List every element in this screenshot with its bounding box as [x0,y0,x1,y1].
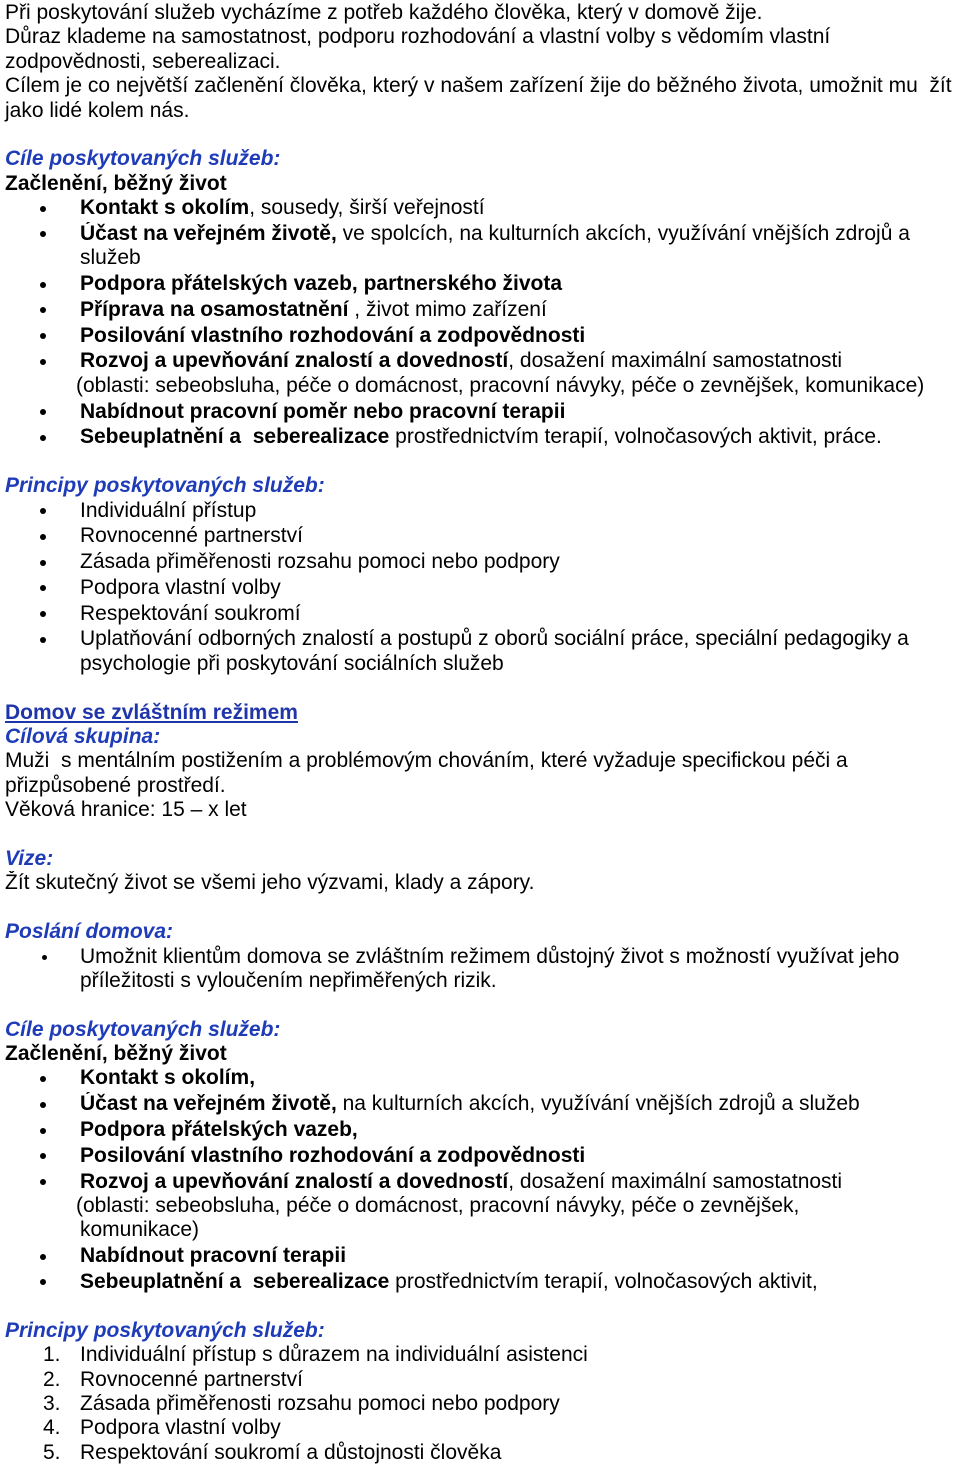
bullet-icon [40,206,46,212]
home-principles-list [0,1343,960,1465]
list-item [0,1441,960,1465]
list-item [0,602,960,626]
item-line [80,627,960,651]
item-text: Umožnit klientům domova se zvláštním režimem důstojný život s možností využívat jeho [80,944,900,968]
age-limit: Věková hranice: 15 – x let [5,798,247,822]
item-line [80,272,960,296]
blank-line [0,896,960,920]
item-text: , život mimo zařízení [348,297,547,321]
item-bold-text: Sebeuplatnění a seberealizace [80,425,390,449]
item-number: 3. [43,1391,61,1415]
item-line [80,1092,960,1116]
bullet-icon [40,359,46,365]
goals-list [0,196,960,450]
item-note-text: komunikace) [80,1218,200,1242]
item-bold-text: Účast na veřejném životě, [80,221,337,245]
vision-heading: Vize: [5,846,54,870]
item-line [80,1244,960,1268]
list-item [0,1244,960,1268]
item-text: prostřednictvím terapií, volnočasových aktivit, práce. [389,425,882,449]
item-text: psychologie při poskytování sociálních služeb [80,651,504,675]
item-line [80,1170,960,1194]
item-text: Zásada přiměřenosti rozsahu pomoci nebo podpory [80,550,560,574]
bullet-icon [40,1102,46,1108]
item-text: , dosažení maximální samostatnosti [508,349,843,373]
item-line [80,222,960,246]
target-group-line: Muži s mentálním postižením a problémovým chováním, které vyžaduje specifickou péči a [5,749,848,773]
vision-text: Žít skutečný život se všemi jeho výzvami, klady a zápory. [5,871,535,895]
blank-line [0,123,960,147]
list-item [0,524,960,548]
item-note-text: (oblasti: sebeobsluha, péče o domácnost, pracovní návyky, péče o zevnějšek, komunikace) [76,373,925,397]
item-line [80,1270,960,1294]
item-text: Podpora vlastní volby [80,1416,281,1440]
item-note [76,1194,960,1218]
item-line [80,298,960,322]
item-text: Individuální přístup [80,498,257,522]
item-bold-text: Rozvoj a upevňování znalostí a dovedností [80,349,509,373]
bullet-icon [40,1128,46,1134]
list-item [0,1270,960,1294]
item-text: Zásada přiměřenosti rozsahu pomoci nebo podpory [80,1391,560,1415]
bullet-icon [40,333,46,339]
principles-list [0,499,960,677]
list-item [0,499,960,523]
item-line [80,1066,960,1090]
list-item [0,1392,960,1416]
mission-heading: Poslání domova: [5,920,174,944]
list-item [0,1416,960,1440]
item-line [80,349,960,373]
item-text: Respektování soukromí [80,601,301,625]
item-text: Rovnocenné partnerství [80,524,303,548]
blank-line [0,450,960,474]
item-line [80,945,960,969]
item-line [80,550,960,574]
list-item [0,576,960,600]
target-group-heading: Cílová skupina: [5,725,161,749]
list-item [0,1368,960,1392]
item-bold-text: Sebeuplatnění a seberealizace [80,1269,390,1293]
item-bold-text: Posilování vlastního rozhodování a zodpovědnosti [80,323,586,347]
item-note-continued [80,1218,960,1242]
list-item [0,349,960,398]
item-line [80,1441,960,1465]
bullet-icon [40,1076,46,1082]
item-line [80,425,960,449]
item-text: Uplatňování odborných znalostí a postupů z oborů sociální práce, speciální pedagogiky a [80,627,909,651]
item-text: , dosažení maximální samostatnosti [508,1169,843,1193]
list-item [0,1092,960,1116]
intro-line: Důraz klademe na samostatnost, podporu rozhodování a vlastní volby s vědomím vlastní [5,25,831,49]
mission-list [0,945,960,994]
item-line [80,400,960,424]
list-item [0,298,960,322]
item-bold-text: Nabídnout pracovní poměr nebo pracovní terapii [80,399,566,423]
item-line [80,1343,960,1367]
item-line [80,1118,960,1142]
bullet-icon [40,282,46,288]
item-text: příležitosti s vyloučením nepřiměřených rizik. [80,968,497,992]
item-note-text: (oblasti: sebeobsluha, péče o domácnost, pracovní návyky, péče o zevnějšek, [76,1194,800,1217]
goals-heading: Cíle poskytovaných služeb: [5,147,281,171]
home-principles-heading: Principy poskytovaných služeb: [5,1318,325,1342]
list-item [0,550,960,574]
intro-line: Při poskytování služeb vycházíme z potřeb každého člověka, který v domově žije. [5,1,763,24]
item-text: služeb [80,246,141,270]
list-item [0,400,960,424]
intro-line: jako lidé kolem nás. [5,98,190,122]
item-number: 5. [43,1440,61,1464]
goals-subheading: Začlenění, běžný život [5,171,227,195]
bullet-icon [40,435,46,441]
item-text: Respektování soukromí a důstojnosti člověka [80,1440,502,1464]
item-line [80,499,960,523]
item-line-continued [80,969,960,993]
item-number: 2. [43,1367,61,1391]
target-group-line: přizpůsobené prostředí. [5,773,226,797]
item-line [80,576,960,600]
item-note [76,374,960,398]
item-bold-text: Posilování vlastního rozhodování a zodpovědnosti [80,1143,586,1167]
item-line [80,324,960,348]
list-item [0,1144,960,1168]
item-number: 1. [43,1343,61,1367]
list-item [0,196,960,220]
item-bold-text: Podpora přátelských vazeb, [80,1118,358,1142]
blank-line [0,676,960,700]
item-bold-text: Příprava na osamostatnění [80,297,349,321]
item-text: na kulturních akcích, využívání vnějších zdrojů a služeb [336,1092,860,1116]
list-item [0,945,960,994]
special-home-title: Domov se zvláštním režimem [5,700,298,724]
item-text: Individuální přístup s důrazem na individuální asistenci [80,1343,588,1367]
list-item [0,425,960,449]
item-bold-text: Podpora přátelských vazeb, partnerského života [80,272,562,296]
item-line [80,1368,960,1392]
home-goals-list [0,1066,960,1294]
intro-line: Cílem je co největší začlenění člověka, který v našem zařízení žije do běžného života, umožnit mu žít [5,74,952,98]
bullet-icon [40,534,46,540]
bullet-icon [40,1179,46,1185]
bullet-icon [40,409,46,415]
bullet-icon [40,508,46,514]
home-goals-heading: Cíle poskytovaných služeb: [5,1017,281,1041]
bullet-icon [40,307,46,313]
bullet-icon [40,611,46,617]
item-text: prostřednictvím terapií, volnočasových aktivit, [389,1269,818,1293]
bullet-icon [40,1153,46,1159]
list-item [0,627,960,676]
principles-heading: Principy poskytovaných služeb: [5,474,325,498]
bullet-icon [40,1279,46,1285]
item-bold-text: Účast na veřejném životě, [80,1092,337,1116]
item-line [80,524,960,548]
bullet-icon [40,637,46,643]
item-bold-text: Rozvoj a upevňování znalostí a dovedností [80,1169,509,1193]
item-number: 4. [43,1416,61,1440]
item-text: Podpora vlastní volby [80,575,281,599]
bullet-icon [40,1254,46,1260]
list-item [0,1170,960,1243]
item-line [80,602,960,626]
bullet-icon [40,560,46,566]
bullet-icon [40,231,46,237]
item-line-continued [80,652,960,676]
item-text: Rovnocenné partnerství [80,1367,303,1391]
item-line [80,1392,960,1416]
item-bold-text: Kontakt s okolím, [80,1066,256,1090]
bullet-icon [42,955,47,960]
blank-line [0,1294,960,1318]
list-item [0,272,960,296]
item-line-continued [80,246,960,270]
blank-line [0,823,960,847]
bullet-icon [40,585,46,591]
list-item [0,222,960,271]
item-line [80,1144,960,1168]
item-line [80,1416,960,1440]
list-item [0,1118,960,1142]
item-text: , sousedy, širší veřejností [249,196,485,220]
item-bold-text: Nabídnout pracovní terapii [80,1244,347,1268]
blank-line [0,993,960,1017]
list-item [0,1343,960,1367]
item-bold-text: Kontakt s okolím [80,196,250,220]
item-text: ve spolcích, na kulturních akcích, využívání vnějších zdrojů a [336,221,910,245]
list-item [0,1066,960,1090]
item-line [80,196,960,220]
list-item [0,324,960,348]
intro-line: zodpovědnosti, seberealizaci. [5,49,281,73]
home-goals-subheading: Začlenění, běžný život [5,1042,227,1066]
